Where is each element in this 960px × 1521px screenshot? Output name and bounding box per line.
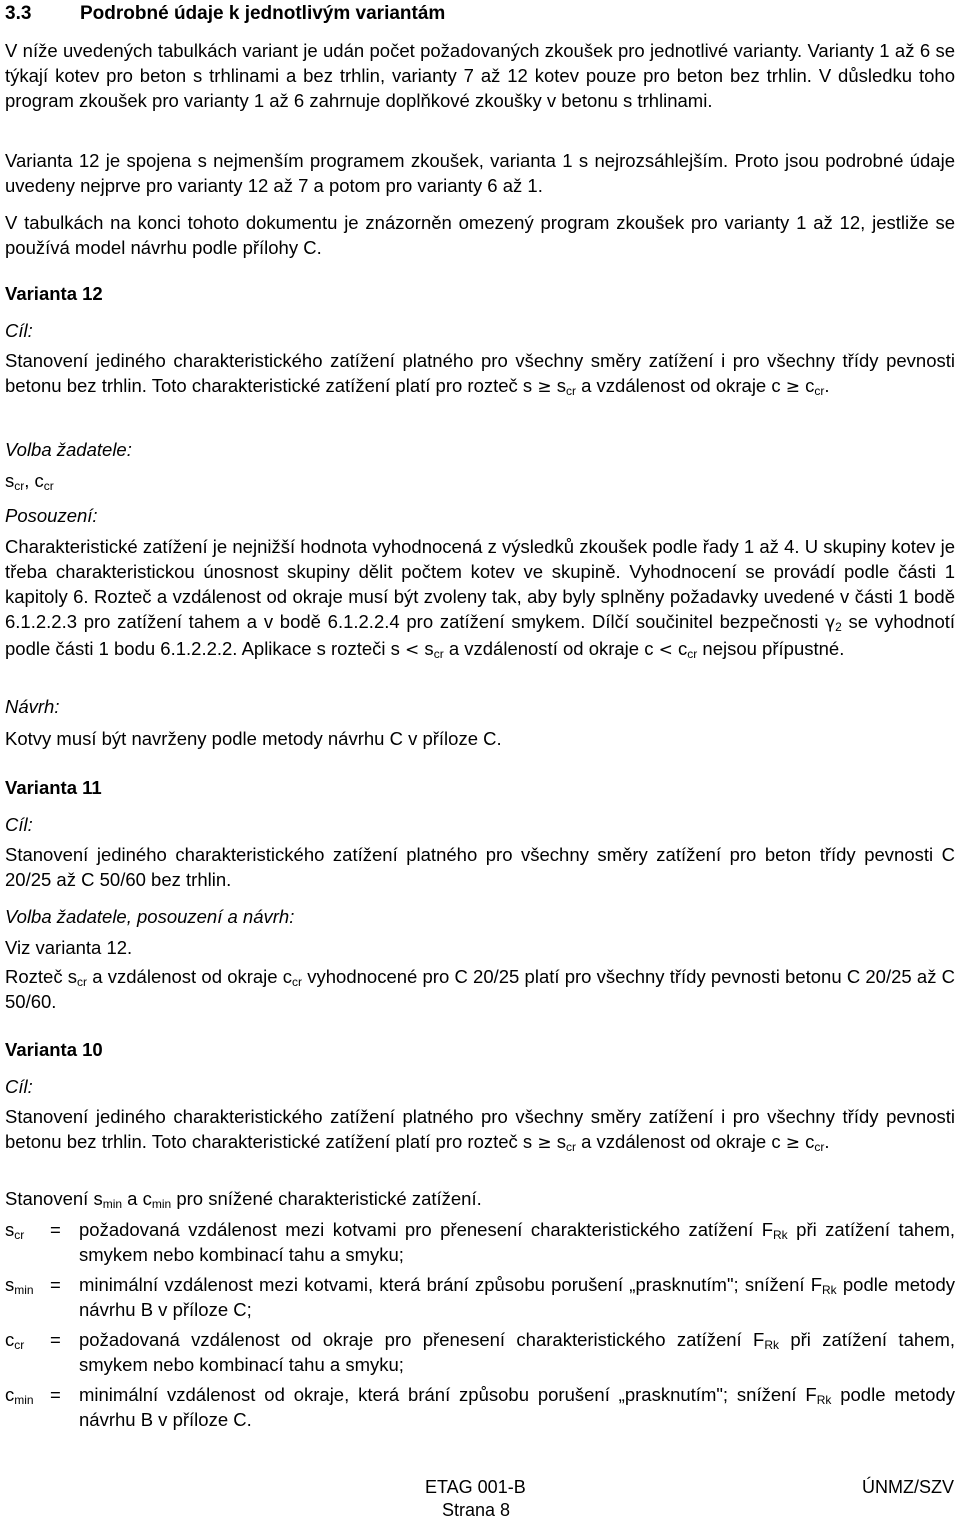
v11-choice-label: Volba žadatele, posouzení a návrh: bbox=[5, 906, 295, 927]
v10-reduced-load-text: Stanovení $s_{min}$ a $c_{min}$ pro snížené charakteristické zatížení. bbox=[5, 1188, 482, 1211]
variant-12-heading: Varianta 12 bbox=[5, 283, 103, 304]
section-title: Podrobné údaje k jednotlivým variantám bbox=[80, 3, 446, 24]
intro-paragraph-1: V níže uvedených tabulkách variant je udán počet požadovaných zkoušek pro jednotlivé varianty. Varianty 1 až 6 se týkají kotev pro beton s trhlinami a bez trhlin, varianty 7 až 12 kotev pouze pro beton bez trhlin. V důsledku toho program zkoušek pro varianty 1 až 6 zahrnuje doplňkové zkoušky v betonu s trhlinami. bbox=[5, 40, 955, 111]
intro-paragraph-2: Varianta 12 je spojena s nejmenším programem zkoušek, varianta 1 s nejrozsáhlejším. Proto jsou podrobné údaje uvedeny nejprve pro varianty 12 až 7 a potom pro varianty 6 až 1. bbox=[5, 150, 955, 196]
v12-design-label: Návrh: bbox=[5, 696, 60, 717]
v11-goal-label: Cíl: bbox=[5, 814, 33, 835]
v12-assessment-text: Charakteristické zatížení je nejnižší hodnota vyhodnocená z výsledků zkoušek podle řady 1 až 4. U skupiny kotev je třeba charakteristickou únosnost skupiny dělit počtem kotev ve skupině. Vyhodnocení se provádí podle části 1 kapitoly 6. Rozteč a vzdálenost od okraje musí být zvoleny tak, aby byly splněny požadavky uvedené v části 1 bodě 6.1.2.2.3 pro zatížení tahem a v bodě 6.1.2.2.4 pro zatížení smykem. Dílčí součinitel bezpečnosti $\gamma_2$ se vyhodnotí podle části 1 bodu 6.1.2.2.2. Aplikace s rozteči $s < s_{cr}$ a vzdáleností od okraje $c < c_{cr}$ nejsou přípustné. bbox=[5, 536, 956, 661]
v12-goal-text: Stanovení jediného charakteristického zatížení platného pro všechny směry zatížení i pro všechny třídy pevnosti betonu bez trhlin. Toto charakteristické zatížení platí pro rozteč $s \ge s_{cr}$ a vzdálenost od okraje $c \ge c_{cr}$. bbox=[5, 350, 955, 398]
section-number: 3.3 bbox=[5, 3, 32, 24]
v12-applicant-choice-label: Volba žadatele: bbox=[5, 439, 132, 460]
v10-goal-text: Stanovení jediného charakteristického zatížení platného pro všechny směry zatížení i pro všechny třídy pevnosti betonu bez trhlin. Toto charakteristické zatížení platí pro rozteč $s \ge s_{cr}$ a vzdálenost od okraje $c \ge c_{cr}$. bbox=[5, 1106, 955, 1154]
v11-goal-text: Stanovení jediného charakteristického zatížení platného pro všechny směry zatížení pro beton třídy pevnosti C 20/25 až C 50/60 bez trhlin. bbox=[5, 844, 955, 890]
v12-goal-label: Cíl: bbox=[5, 320, 33, 341]
v12-applicant-choice-text: $s_{cr}$, $c_{cr}$ bbox=[5, 470, 54, 493]
footer-organization: ÚNMZ/SZV bbox=[862, 1477, 954, 1497]
v11-see-variant: Viz varianta 12. bbox=[5, 937, 133, 958]
footer-page-number: Strana 8 bbox=[442, 1500, 511, 1520]
footer-document-id: ETAG 001-B bbox=[425, 1477, 526, 1497]
v11-spacing-text: Rozteč $s_{cr}$ a vzdálenost od okraje $c_{cr}$ vyhodnocené pro C 20/25 platí pro všechny třídy pevnosti betonu C 20/25 až C 50/60. bbox=[5, 966, 956, 1012]
v12-assessment-label: Posouzení: bbox=[5, 505, 98, 526]
v12-design-text: Kotvy musí být navrženy podle metody návrhu C v příloze C. bbox=[5, 728, 502, 749]
variant-10-heading: Varianta 10 bbox=[5, 1039, 103, 1060]
v10-goal-label: Cíl: bbox=[5, 1076, 33, 1097]
variant-11-heading: Varianta 11 bbox=[5, 777, 102, 798]
intro-paragraph-3: V tabulkách na konci tohoto dokumentu je znázorněn omezený program zkoušek pro varianty 1 až 12, jestliže se používá model návrhu podle přílohy C. bbox=[5, 212, 955, 258]
